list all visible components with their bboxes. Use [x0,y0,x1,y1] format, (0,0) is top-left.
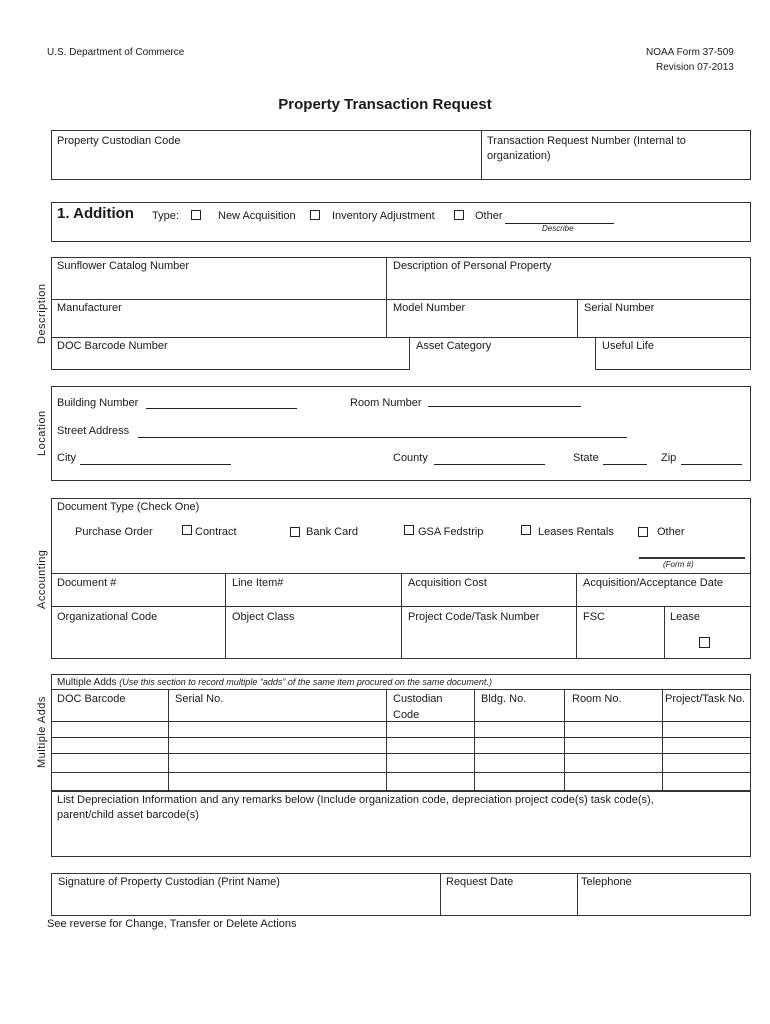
room-number-label: Room Number [350,397,422,409]
describe-label: Describe [542,224,574,233]
table-row[interactable] [52,754,750,772]
document-type-label: Document Type (Check One) [57,501,200,513]
state-label: State [573,452,599,464]
remarks-label: List Depreciation Information and any remarks below (Include organization code, depreciation project code(s) task code(s), [57,794,654,806]
telephone-field[interactable]: Telephone [581,876,632,888]
revision-label: Revision 07-2013 [656,62,734,73]
other-type-checkbox[interactable] [454,210,464,220]
building-number-line[interactable] [146,408,297,409]
col-project-task-no: Project/Task No. [665,693,746,705]
manufacturer-field[interactable]: Manufacturer [57,302,122,314]
fsc-field[interactable]: FSC [583,611,605,623]
addition-heading: 1. Addition [57,205,134,222]
object-class-field[interactable]: Object Class [232,611,295,623]
model-number-field[interactable]: Model Number [393,302,466,314]
street-address-line[interactable] [138,437,627,438]
zip-label: Zip [661,452,677,464]
lease-checkbox[interactable] [699,637,710,648]
multiple-adds-side-label: Multiple Adds [36,696,48,768]
accounting-side-label: Accounting [36,549,48,609]
table-row[interactable] [52,738,750,753]
leases-rentals-checkbox[interactable] [521,525,531,535]
other-type-label: Other [475,210,503,222]
description-property-field[interactable]: Description of Personal Property [393,260,552,272]
remarks-field[interactable] [52,825,750,856]
signature-field[interactable]: Signature of Property Custodian (Print Name) [58,876,280,888]
inventory-adjustment-label: Inventory Adjustment [332,210,435,222]
transaction-number-field[interactable]: Transaction Request Number (Internal to [487,135,686,147]
room-number-line[interactable] [428,406,581,407]
bank-card-label: Bank Card [306,526,358,538]
addition-box [51,202,751,242]
sunflower-catalog-field[interactable]: Sunflower Catalog Number [57,260,190,272]
doc-barcode-field[interactable]: DOC Barcode Number [57,340,168,352]
inventory-adjustment-checkbox[interactable] [310,210,320,220]
zip-line[interactable] [681,464,742,465]
multiple-adds-title-text: Multiple Adds [57,677,117,688]
type-label: Type: [152,210,179,222]
table-row[interactable] [52,773,750,790]
form-number-hint: (Form #) [663,560,694,569]
col-doc-barcode: DOC Barcode [57,693,126,705]
form-number: NOAA Form 37-509 [646,47,734,58]
lease-label: Lease [670,611,700,623]
col-bldg-no: Bldg. No. [481,693,527,705]
contract-checkbox[interactable] [182,525,192,535]
new-acquisition-checkbox[interactable] [191,210,201,220]
acquisition-date-field[interactable]: Acquisition/Acceptance Date [583,577,724,589]
project-task-field[interactable]: Project Code/Task Number [408,611,540,623]
multiple-adds-title [57,677,492,688]
col-room-no: Room No. [572,693,622,705]
serial-number-field[interactable]: Serial Number [584,302,655,314]
gsa-fedstrip-label: GSA Fedstrip [418,526,484,538]
col-serial-no: Serial No. [175,693,224,705]
col-custodian-code: Custodian [393,693,443,705]
acquisition-cost-field[interactable]: Acquisition Cost [408,577,487,589]
remarks-label-2: parent/child asset barcode(s) [57,809,199,821]
custodian-code-field[interactable]: Property Custodian Code [57,135,181,147]
county-line[interactable] [434,464,545,465]
footer-note: See reverse for Change, Transfer or Delete Actions [47,918,297,930]
department-label: U.S. Department of Commerce [47,47,185,58]
description-side-label: Description [36,283,48,344]
county-label: County [393,452,428,464]
transaction-number-label-2: organization) [487,150,551,162]
form-title: Property Transaction Request [278,96,492,113]
useful-life-field[interactable]: Useful Life [602,340,654,352]
building-number-label: Building Number [57,397,139,409]
asset-category-field[interactable]: Asset Category [416,340,492,352]
new-acquisition-label: New Acquisition [218,210,296,222]
street-address-label: Street Address [57,425,130,437]
multiple-adds-note: (Use this section to record multiple “adds” of the same item procured on the same document.) [119,677,492,687]
table-row[interactable] [52,722,750,737]
form-number-line[interactable] [639,557,745,559]
line-item-field[interactable]: Line Item# [232,577,284,589]
gsa-fedstrip-checkbox[interactable] [404,525,414,535]
organizational-code-field[interactable]: Organizational Code [57,611,158,623]
state-line[interactable] [603,464,647,465]
purchase-order-label: Purchase Order [75,526,153,538]
document-number-field[interactable]: Document # [57,577,117,589]
other-doc-checkbox[interactable] [638,527,648,537]
col-custodian-code-2: Code [393,709,420,721]
leases-rentals-label: Leases Rentals [538,526,614,538]
contract-label: Contract [195,526,237,538]
location-side-label: Location [36,410,48,456]
city-line[interactable] [80,464,231,465]
other-doc-label: Other [657,526,685,538]
request-date-field[interactable]: Request Date [446,876,514,888]
bank-card-checkbox[interactable] [290,527,300,537]
city-label: City [57,452,76,464]
